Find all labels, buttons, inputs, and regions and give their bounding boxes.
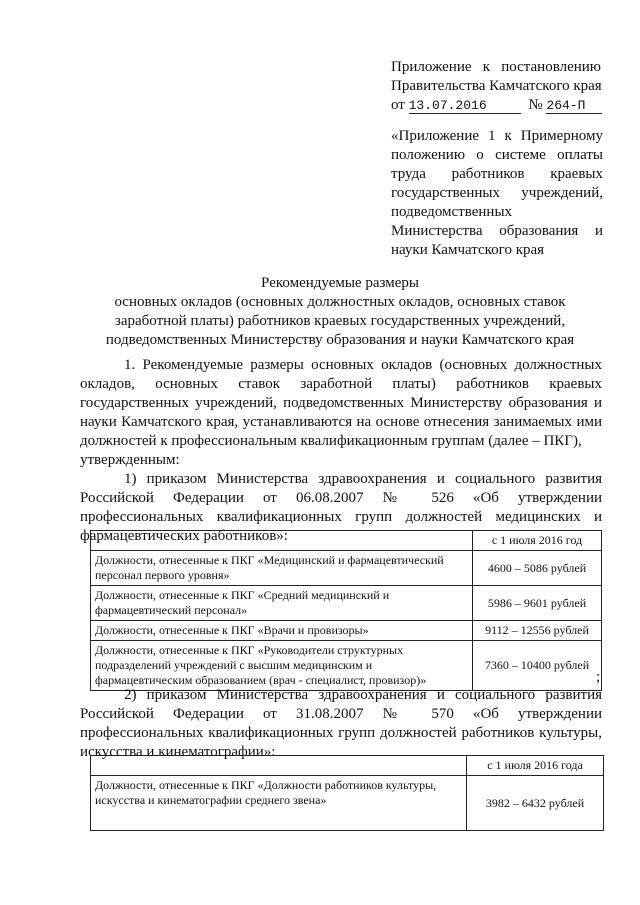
header-empty-cell [91,531,473,551]
salary-cell: 5986 – 9601 рублей [473,586,602,621]
attachment-block [391,58,601,115]
clause-1-tail: утвержденным: [80,452,180,468]
salary-table-1 [90,530,602,691]
number-prefix: № [528,97,543,113]
table-row [91,586,602,621]
title-line: подведомственных Министерству образования и науки Камчатского края [105,332,575,348]
number-field [546,98,602,114]
attachment-word: постановлению [501,59,601,75]
attachment-date-line [391,96,601,115]
position-cell: Должности, отнесенные к ПКГ «Врачи и провизоры» [91,621,473,641]
table-header-row [91,756,604,776]
title-line: основных окладов (основных должностных окладов, основных ставок [114,294,566,310]
position-cell: Должности, отнесенные к ПКГ «Средний медицинский и фармацевтический персонал» [91,586,473,621]
clause-2 [80,686,602,762]
date-value: 13.07.2016 [408,98,487,113]
title-line: Рекомендуемые размеры [261,275,419,291]
date-prefix: от [391,97,405,113]
table-header-row [91,531,602,551]
table-row [91,776,604,831]
clause-1 [80,356,602,546]
header-period-cell: с 1 июля 2016 год [473,531,602,551]
salary-cell: 3982 – 6432 рублей [467,776,604,831]
salary-cell: 9112 – 12556 рублей [473,621,602,641]
attachment-line-2: Правительства Камчатского края [391,78,602,94]
document-title [80,274,600,350]
position-cell: Должности, отнесенные к ПКГ «Медицинский и фармацевтический персонал первого уровня» [91,551,473,586]
clause-1-paragraph: 1. Рекомендуемые размеры основных окладов (основных должностных окладов, основных ставок заработной платы) работников краевых государственных учреждений, подведомственных Министерству образования и науки Камчатского края, устанавливаются на основе отнесения занимаемых ими должностей к профессиональным квалификационным группам (далее – ПКГ), [80,357,602,449]
salary-cell: 7360 – 10400 рублей [473,641,602,691]
position-cell: Должности, отнесенные к ПКГ «Руководители структурных подразделений учреждений с высшим медицинским и фармацевтическим образованием (врач - специалист, провизор)» [91,641,473,691]
header-period-cell: с 1 июля 2016 года [467,756,604,776]
salary-table-2 [90,755,604,831]
semicolon-mark: ; [596,669,601,685]
title-line: заработной платы) работников краевых государственных учреждений, [114,313,566,329]
table-row [91,641,602,691]
number-value: 264-П [546,98,586,113]
attachment-word: к [482,59,491,75]
appendix-reference: «Приложение 1 к Примерному положению о системе оплаты труда работников краевых государственных учреждений, подведомственных Министерства образования и науки Камчатского края [391,128,603,258]
clause-1-item-1: 1) приказом Министерства здравоохранения и социального развития Российской Федерации от 06.08.2007 № 526 «Об утверждении профессиональных квалификационных групп должностей медицинских и фармацевтических работников»: [80,471,602,544]
date-field [409,98,521,114]
clause-2-item-2: 2) приказом Министерства здравоохранения и социального развития Российской Федерации от 31.08.2007 № 570 «Об утверждении профессиональных квалификационных групп должностей работников культуры, искусства и кинематографии»: [80,687,602,760]
attachment-word: Приложение [391,59,472,75]
salary-cell: 4600 – 5086 рублей [473,551,602,586]
table-row [91,621,602,641]
header-empty-cell [91,756,467,776]
table-row [91,551,602,586]
position-cell: Должности, отнесенные к ПКГ «Должности работников культуры, искусства и кинематографии среднего звена» [91,776,467,831]
attachment-line-1 [391,58,601,77]
